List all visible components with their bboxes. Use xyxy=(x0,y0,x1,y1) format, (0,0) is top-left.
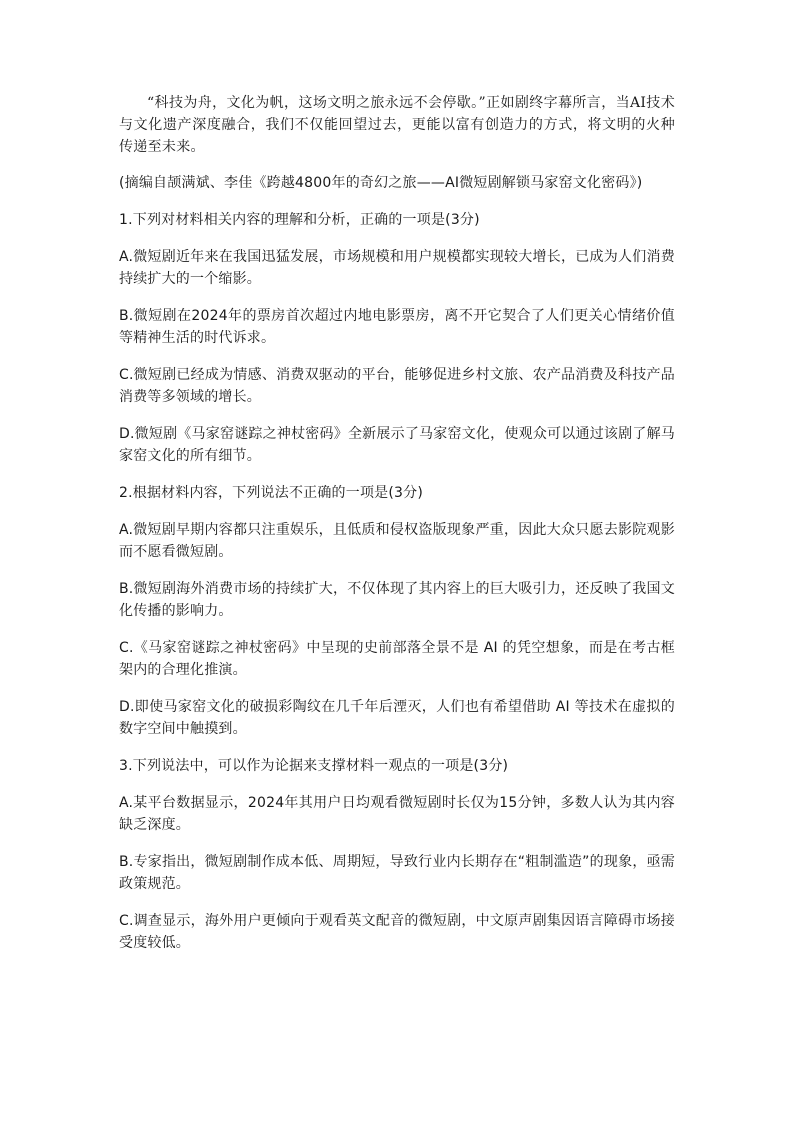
question-stem: 1.下列对材料相关内容的理解和分析，正确的一项是(3分) xyxy=(119,212,480,228)
option-a: A.某平台数据显示，2024年其用户日均观看微短剧时长仅为15分钟，多数人认为其内容缺乏深度。 xyxy=(119,795,675,833)
question-2 xyxy=(119,482,675,740)
option-a: A.微短剧近年来在我国迅猛发展，市场规模和用户规模都实现较大增长，已成为人们消费持续扩大的一个缩影。 xyxy=(119,249,675,287)
option-c: C.调查显示，海外用户更倾向于观看英文配音的微短剧，中文原声剧集因语言障碍市场接受度较低。 xyxy=(119,913,675,951)
option-a: A.微短剧早期内容都只注重娱乐，且低质和侵权盗版现象严重，因此大众只愿去影院观影而不愿看微短剧。 xyxy=(119,522,675,560)
option-c: C.《马家窑谜踪之神杖密码》中呈现的史前部落全景不是 AI 的凭空想象，而是在考古框架内的合理化推演。 xyxy=(119,640,675,678)
question-1 xyxy=(119,209,675,467)
option-d: D.微短剧《马家窑谜踪之神杖密码》全新展示了马家窑文化，使观众可以通过该剧了解马家窑文化的所有细节。 xyxy=(119,426,675,464)
source-citation: (摘编自颉满斌、李佳《跨越4800年的奇幻之旅——AI微短剧解锁马家窑文化密码》) xyxy=(119,175,643,191)
option-b: B.专家指出，微短剧制作成本低、周期短，导致行业内长期存在“粗制滥造”的现象，亟需政策规范。 xyxy=(119,854,675,892)
option-b: B.微短剧海外消费市场的持续扩大，不仅体现了其内容上的巨大吸引力，还反映了我国文化传播的影响力。 xyxy=(119,581,675,619)
question-3 xyxy=(119,755,675,954)
option-d: D.即使马家窑文化的破损彩陶纹在几千年后湮灭，人们也有希望借助 AI 等技术在虚拟的数字空间中触摸到。 xyxy=(119,699,675,737)
option-c: C.微短剧已经成为情感、消费双驱动的平台，能够促进乡村文旅、农产品消费及科技产品消费等多领域的增长。 xyxy=(119,367,675,405)
question-stem: 2.根据材料内容，下列说法不正确的一项是(3分) xyxy=(119,485,423,501)
question-stem: 3.下列说法中，可以作为论据来支撑材料一观点的一项是(3分) xyxy=(119,758,509,774)
option-b: B.微短剧在2024年的票房首次超过内地电影票房，离不开它契合了人们更关心情绪价值等精神生活的时代诉求。 xyxy=(119,308,675,346)
closing-quote-paragraph: “科技为舟，文化为帆，这场文明之旅永远不会停歇。”正如剧终字幕所言，当AI技术与文化遗产深度融合，我们不仅能回望过去，更能以富有创造力的方式，将文明的火种传递至未来。 xyxy=(119,95,675,155)
exam-page xyxy=(119,92,675,969)
